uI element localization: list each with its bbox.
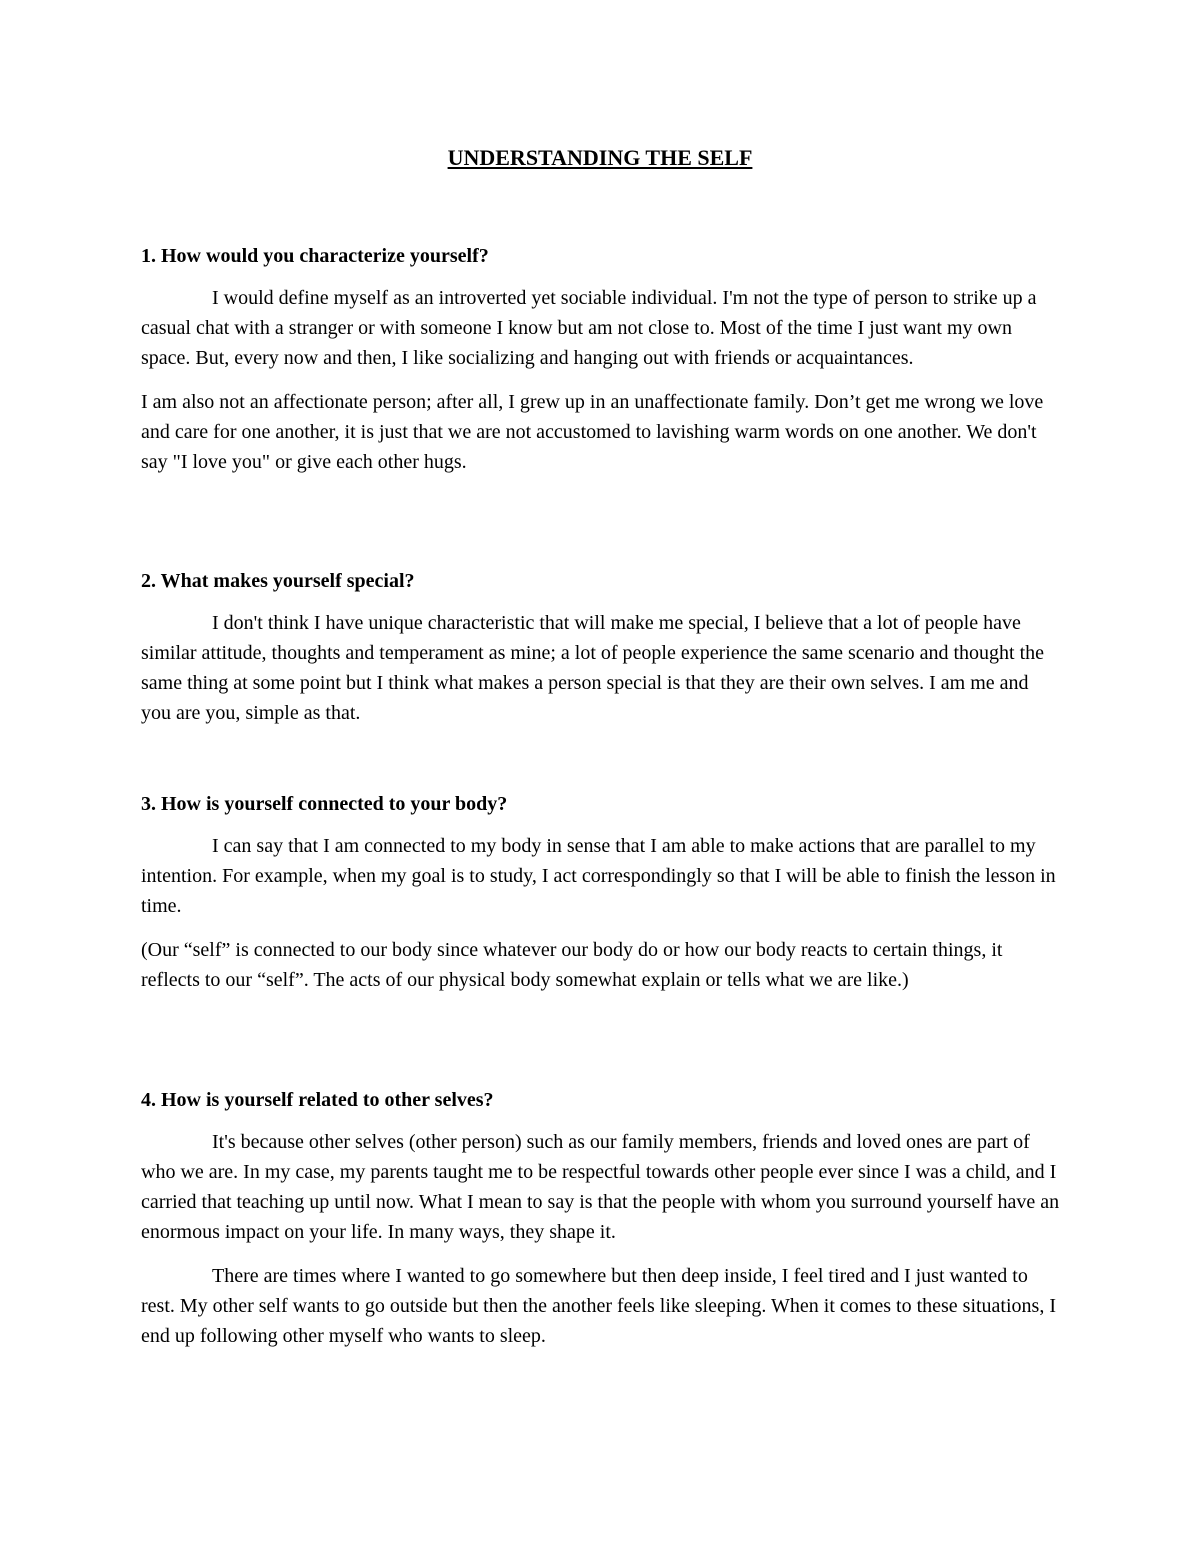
answer-paragraph: (Our “self” is connected to our body since whatever our body do or how our body reacts to certain things, it reflects to our “self”. The acts of our physical body somewhat explain or tells what we are like.) — [141, 939, 1003, 991]
section-what-makes-special — [141, 566, 1061, 742]
section-characterize-yourself — [141, 241, 1061, 491]
answer-paragraph: I don't think I have unique characteristic that will make me special, I believe that a lot of people have similar attitude, thoughts and temperament as mine; a lot of people experience the same scenario and thought the same thing at some point but I think what makes a person special is that they are their own selves. I am me and you are you, simple as that. — [141, 612, 1045, 724]
section-related-to-other-selves — [141, 1085, 1061, 1365]
question-heading: 3. How is yourself connected to your body? — [141, 793, 508, 815]
answer-paragraph: It's because other selves (other person) such as our family members, friends and loved ones are part of who we are. In my case, my parents taught me to be respectful towards other people ever since I was a child, and I carried that teaching up until now. What I mean to say is that the people with whom you surround yourself have an enormous impact on your life. In many ways, they shape it. — [141, 1131, 1060, 1243]
document-title: UNDERSTANDING THE SELF — [447, 145, 753, 170]
answer-paragraph: I am also not an affectionate person; after all, I grew up in an unaffectionate family. Don’t get me wrong we love and care for one another, it is just that we are not accustomed to lavishing warm words on one another. We don't say "I love you" or give each other hugs. — [141, 391, 1044, 473]
question-heading: 4. How is yourself related to other selves? — [141, 1089, 494, 1111]
answer-paragraph: I would define myself as an introverted yet sociable individual. I'm not the type of person to strike up a casual chat with a stranger or with someone I know but am not close to. Most of the time I just want my own space. But, every now and then, I like socializing and hanging out with friends or acquaintances. — [141, 287, 1037, 369]
answer-paragraph: I can say that I am connected to my body in sense that I am able to make actions that are parallel to my intention. For example, when my goal is to study, I act correspondingly so that I will be able to finish the lesson in time. — [141, 835, 1056, 917]
question-heading: 2. What makes yourself special? — [141, 570, 415, 592]
answer-paragraph: There are times where I wanted to go somewhere but then deep inside, I feel tired and I just wanted to rest. My other self wants to go outside but then the another feels like sleeping. When it comes to these situations, I end up following other myself who wants to sleep. — [141, 1265, 1056, 1347]
question-heading: 1. How would you characterize yourself? — [141, 245, 489, 267]
section-connected-to-body — [141, 789, 1061, 1009]
